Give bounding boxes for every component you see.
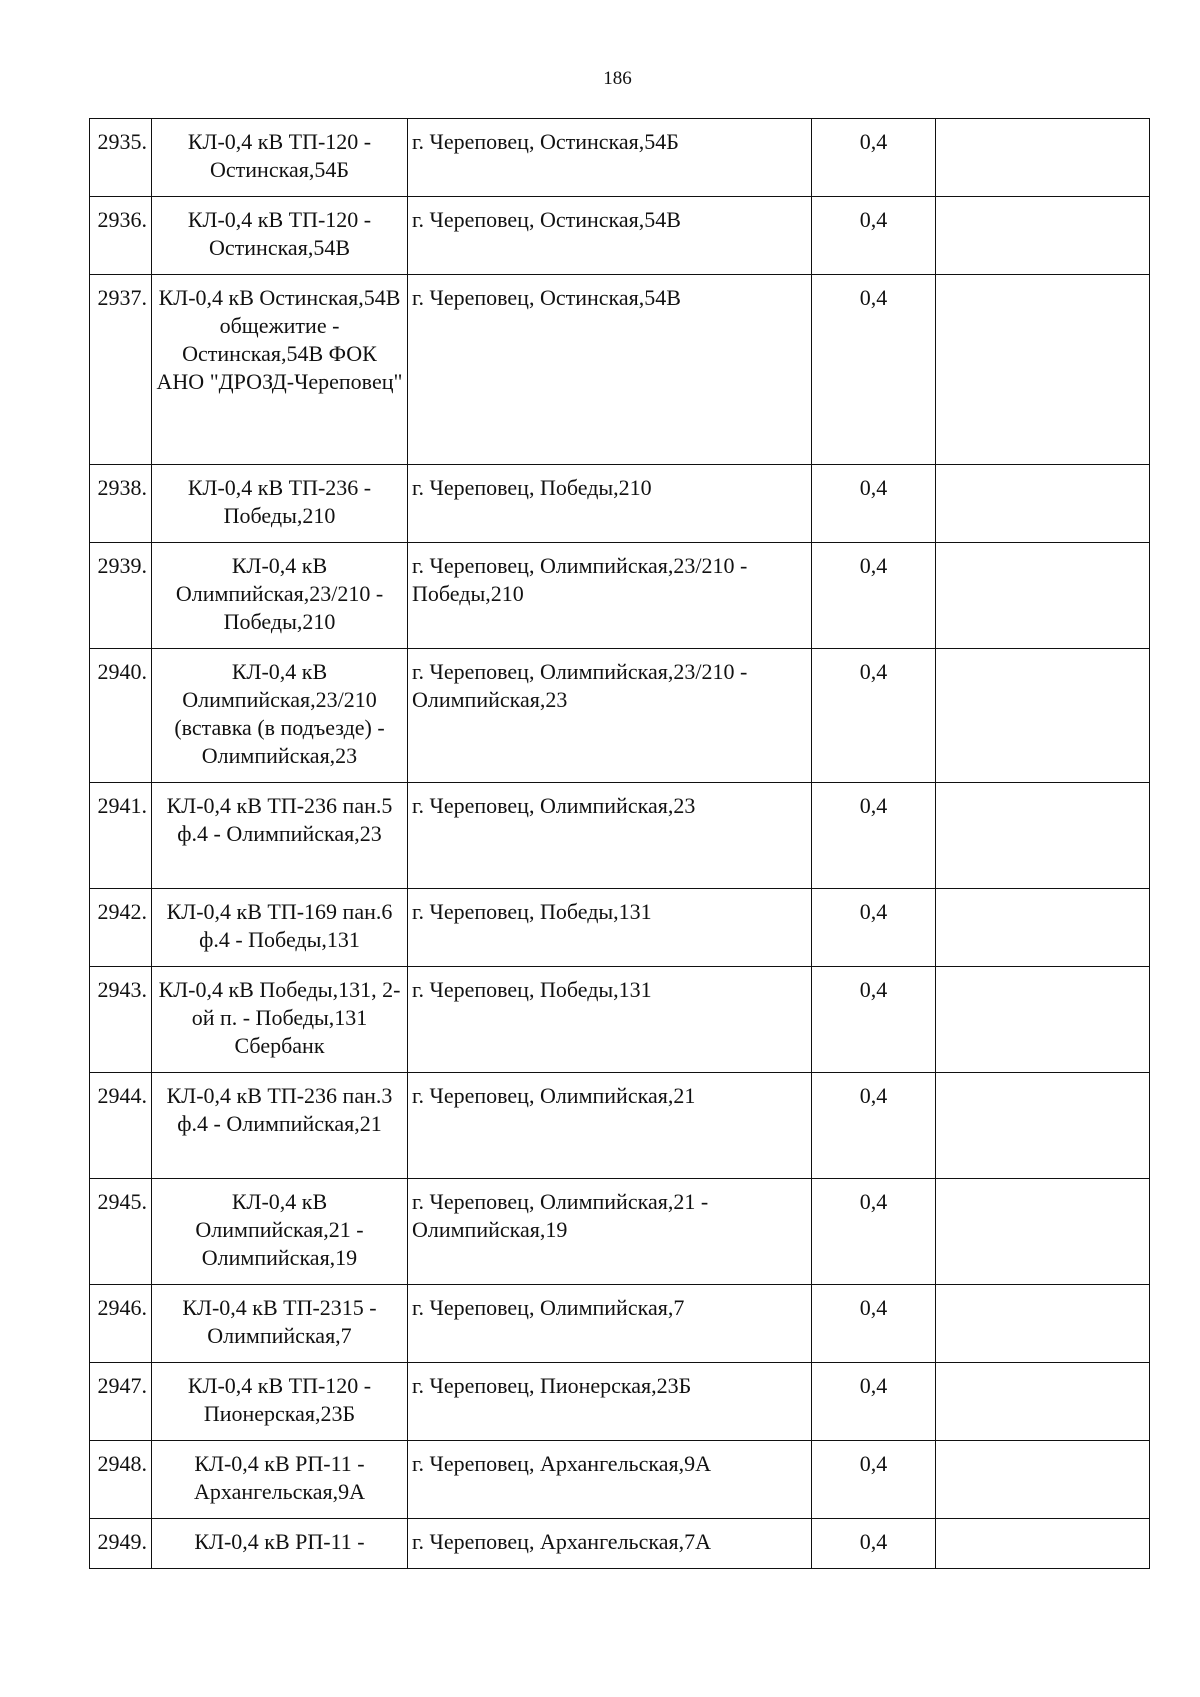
voltage: 0,4 (812, 543, 936, 649)
address: г. Череповец, Олимпийская,21 (408, 1073, 812, 1179)
address: г. Череповец, Олимпийская,23/210 - Олимпийская,23 (408, 649, 812, 783)
empty-cell (936, 967, 1150, 1073)
table-row (90, 1441, 1150, 1519)
row-number: 2944. (90, 1073, 152, 1179)
empty-cell (936, 1363, 1150, 1441)
address: г. Череповец, Победы,131 (408, 889, 812, 967)
voltage: 0,4 (812, 1285, 936, 1363)
cable-line-name: КЛ-0,4 кВ Победы,131, 2-ой п. - Победы,131 Сбербанк (152, 967, 408, 1073)
cable-line-name: КЛ-0,4 кВ ТП-120 - Пионерская,23Б (152, 1363, 408, 1441)
table-row (90, 197, 1150, 275)
row-number: 2947. (90, 1363, 152, 1441)
empty-cell (936, 275, 1150, 465)
cable-line-name: КЛ-0,4 кВ ТП-236 - Победы,210 (152, 465, 408, 543)
table-row (90, 543, 1150, 649)
empty-cell (936, 889, 1150, 967)
voltage: 0,4 (812, 649, 936, 783)
cable-line-name: КЛ-0,4 кВ ТП-169 пан.6 ф.4 - Победы,131 (152, 889, 408, 967)
cable-line-name: КЛ-0,4 кВ ТП-236 пан.5 ф.4 - Олимпийская,23 (152, 783, 408, 889)
table-row (90, 275, 1150, 465)
cable-line-name: КЛ-0,4 кВ Олимпийская,23/210 (вставка (в подъезде) - Олимпийская,23 (152, 649, 408, 783)
row-number: 2937. (90, 275, 152, 465)
voltage: 0,4 (812, 119, 936, 197)
table-row (90, 1363, 1150, 1441)
cable-line-name: КЛ-0,4 кВ ТП-236 пан.3 ф.4 - Олимпийская,21 (152, 1073, 408, 1179)
voltage: 0,4 (812, 1179, 936, 1285)
empty-cell (936, 465, 1150, 543)
table-row (90, 1073, 1150, 1179)
voltage: 0,4 (812, 197, 936, 275)
table-row (90, 119, 1150, 197)
row-number: 2941. (90, 783, 152, 889)
address: г. Череповец, Олимпийская,23/210 - Победы,210 (408, 543, 812, 649)
empty-cell (936, 119, 1150, 197)
table-body (90, 119, 1150, 1569)
cable-line-name: КЛ-0,4 кВ Олимпийская,23/210 - Победы,210 (152, 543, 408, 649)
voltage: 0,4 (812, 1073, 936, 1179)
voltage: 0,4 (812, 1363, 936, 1441)
table-row (90, 1519, 1150, 1569)
table-row (90, 967, 1150, 1073)
address: г. Череповец, Остинская,54В (408, 197, 812, 275)
empty-cell (936, 1179, 1150, 1285)
cable-line-name: КЛ-0,4 кВ РП-11 - (152, 1519, 408, 1569)
address: г. Череповец, Остинская,54В (408, 275, 812, 465)
row-number: 2949. (90, 1519, 152, 1569)
empty-cell (936, 1285, 1150, 1363)
cable-line-name: КЛ-0,4 кВ Остинская,54В общежитие - Остинская,54В ФОК АНО "ДРОЗД-Череповец" (152, 275, 408, 465)
voltage: 0,4 (812, 889, 936, 967)
voltage: 0,4 (812, 1519, 936, 1569)
page-number: 186 (603, 68, 632, 89)
address: г. Череповец, Олимпийская,7 (408, 1285, 812, 1363)
cable-line-name: КЛ-0,4 кВ Олимпийская,21 - Олимпийская,19 (152, 1179, 408, 1285)
address: г. Череповец, Архангельская,9А (408, 1441, 812, 1519)
address: г. Череповец, Победы,131 (408, 967, 812, 1073)
address: г. Череповец, Остинская,54Б (408, 119, 812, 197)
cable-line-name: КЛ-0,4 кВ РП-11 - Архангельская,9А (152, 1441, 408, 1519)
address: г. Череповец, Олимпийская,23 (408, 783, 812, 889)
address: г. Череповец, Олимпийская,21 - Олимпийская,19 (408, 1179, 812, 1285)
table-row (90, 783, 1150, 889)
table-row (90, 649, 1150, 783)
empty-cell (936, 1073, 1150, 1179)
row-number: 2935. (90, 119, 152, 197)
row-number: 2948. (90, 1441, 152, 1519)
voltage: 0,4 (812, 967, 936, 1073)
empty-cell (936, 783, 1150, 889)
row-number: 2946. (90, 1285, 152, 1363)
empty-cell (936, 1519, 1150, 1569)
voltage: 0,4 (812, 783, 936, 889)
empty-cell (936, 1441, 1150, 1519)
voltage: 0,4 (812, 1441, 936, 1519)
row-number: 2945. (90, 1179, 152, 1285)
row-number: 2942. (90, 889, 152, 967)
cable-line-name: КЛ-0,4 кВ ТП-2315 - Олимпийская,7 (152, 1285, 408, 1363)
table-row (90, 1179, 1150, 1285)
row-number: 2938. (90, 465, 152, 543)
row-number: 2939. (90, 543, 152, 649)
cable-line-name: КЛ-0,4 кВ ТП-120 - Остинская,54Б (152, 119, 408, 197)
address: г. Череповец, Победы,210 (408, 465, 812, 543)
voltage: 0,4 (812, 465, 936, 543)
table-row (90, 465, 1150, 543)
table-row (90, 889, 1150, 967)
cable-lines-table (89, 118, 1150, 1569)
empty-cell (936, 197, 1150, 275)
address: г. Череповец, Пионерская,23Б (408, 1363, 812, 1441)
empty-cell (936, 543, 1150, 649)
voltage: 0,4 (812, 275, 936, 465)
address: г. Череповец, Архангельская,7А (408, 1519, 812, 1569)
cable-line-name: КЛ-0,4 кВ ТП-120 - Остинская,54В (152, 197, 408, 275)
empty-cell (936, 649, 1150, 783)
row-number: 2940. (90, 649, 152, 783)
table-row (90, 1285, 1150, 1363)
row-number: 2936. (90, 197, 152, 275)
row-number: 2943. (90, 967, 152, 1073)
